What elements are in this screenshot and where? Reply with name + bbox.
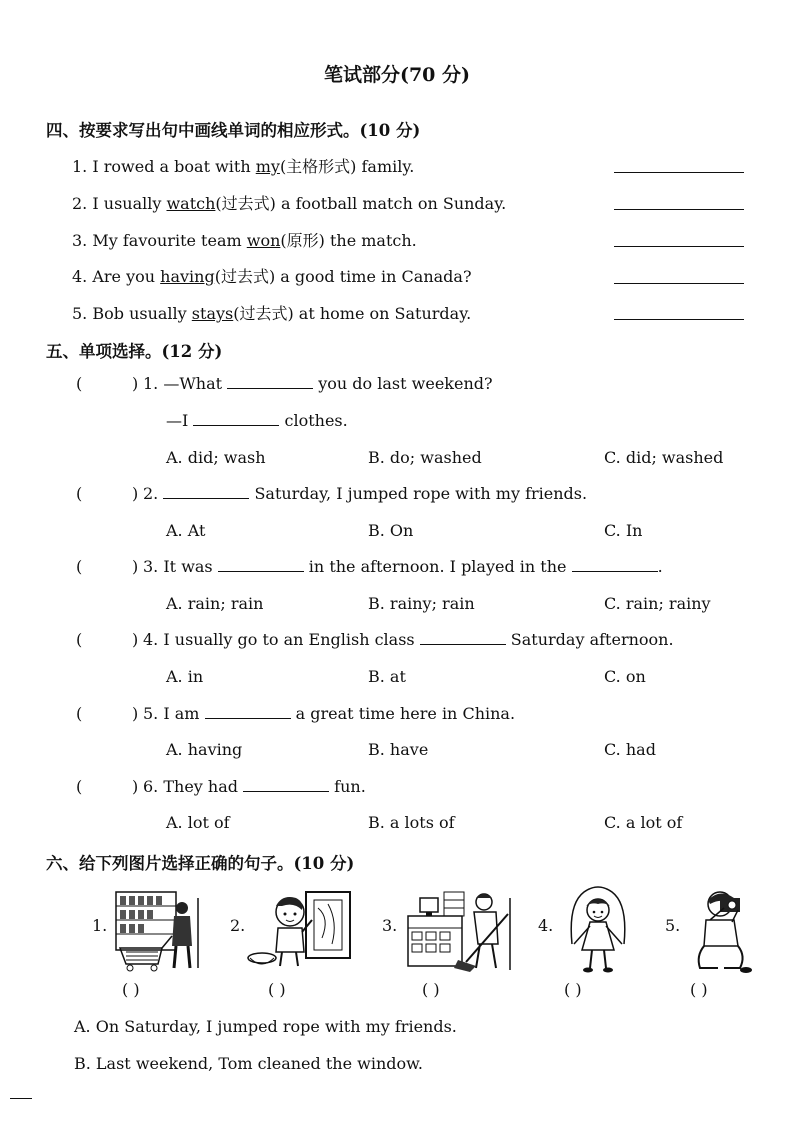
s4-item-5-post: (过去式) at home on Saturday. bbox=[233, 304, 472, 323]
q2-option-a[interactable]: A. At bbox=[166, 521, 206, 540]
s4-item-1 bbox=[72, 154, 414, 177]
s4-item-5 bbox=[72, 301, 471, 324]
q6-answer-paren-close[interactable]: ) bbox=[132, 777, 139, 796]
q4-stem-post: Saturday afternoon. bbox=[505, 630, 674, 649]
s4-item-2-word: watch bbox=[166, 194, 216, 213]
q3-stem-mid: in the afternoon. I played in the bbox=[303, 557, 572, 576]
s4-item-1-pre: 1. I rowed a boat with bbox=[72, 157, 256, 176]
pic-label-2: 2. bbox=[230, 916, 246, 935]
q6-option-b[interactable]: B. a lots of bbox=[368, 813, 455, 832]
s4-item-1-word: my bbox=[255, 157, 280, 176]
q1-stem bbox=[143, 374, 493, 393]
q5-option-c[interactable]: C. had bbox=[604, 740, 656, 759]
pic-label-3: 3. bbox=[382, 916, 398, 935]
q5-blank[interactable] bbox=[205, 704, 291, 719]
page-edge-mark bbox=[10, 1098, 32, 1099]
q5-option-b[interactable]: B. have bbox=[368, 740, 429, 759]
q1-blank-1[interactable] bbox=[227, 374, 313, 389]
s4-item-2 bbox=[72, 191, 506, 214]
q6-stem-pre: 6. They had bbox=[143, 777, 244, 796]
q5-stem bbox=[143, 704, 515, 723]
s4-item-3 bbox=[72, 228, 417, 251]
s4-item-1-post: (主格形式) family. bbox=[279, 157, 415, 176]
q1-option-a[interactable]: A. did; wash bbox=[166, 448, 266, 467]
pic-2-answer[interactable]: ( ) bbox=[268, 980, 286, 999]
s4-item-5-pre: 5. Bob usually bbox=[72, 304, 192, 323]
pic-3-answer[interactable]: ( ) bbox=[422, 980, 440, 999]
q1-answer-paren-open[interactable]: ( bbox=[76, 374, 83, 393]
pic-1-answer[interactable]: ( ) bbox=[122, 980, 140, 999]
pic-4-answer[interactable]: ( ) bbox=[564, 980, 582, 999]
section-6-heading: 六、给下列图片选择正确的句子。(10 分) bbox=[46, 854, 355, 873]
q4-option-b[interactable]: B. at bbox=[368, 667, 406, 686]
q6-blank[interactable] bbox=[243, 777, 329, 792]
section-4-heading: 四、按要求写出句中画线单词的相应形式。(10 分) bbox=[46, 121, 421, 140]
q3-option-c[interactable]: C. rain; rainy bbox=[604, 594, 711, 613]
pic-label-5: 5. bbox=[665, 916, 681, 935]
q4-option-c[interactable]: C. on bbox=[604, 667, 646, 686]
s4-item-5-word: stays bbox=[191, 304, 234, 323]
q4-blank[interactable] bbox=[420, 630, 506, 645]
s4-item-3-pre: 3. My favourite team bbox=[72, 231, 247, 250]
q3-answer-paren-close[interactable]: ) bbox=[132, 557, 139, 576]
s4-answer-line-2[interactable] bbox=[614, 209, 744, 210]
q2-answer-paren-open[interactable]: ( bbox=[76, 484, 83, 503]
cleaning-room-illustration bbox=[404, 888, 518, 974]
s4-item-4-post: (过去式) a good time in Canada? bbox=[214, 267, 472, 286]
q2-stem-post: Saturday, I jumped rope with my friends. bbox=[249, 484, 588, 503]
q2-option-b[interactable]: B. On bbox=[368, 521, 414, 540]
q2-stem bbox=[143, 484, 587, 503]
s4-answer-line-1[interactable] bbox=[614, 172, 744, 173]
pic-5-answer[interactable]: ( ) bbox=[690, 980, 708, 999]
photographer-illustration bbox=[690, 886, 754, 976]
q3-blank-2[interactable] bbox=[572, 557, 658, 572]
q3-blank-1[interactable] bbox=[218, 557, 304, 572]
q2-option-c[interactable]: C. In bbox=[604, 521, 643, 540]
s4-item-3-word: won bbox=[246, 231, 281, 250]
page-title: 笔试部分(70 分) bbox=[323, 64, 471, 86]
q4-answer-paren-open[interactable]: ( bbox=[76, 630, 83, 649]
q6-stem bbox=[143, 777, 366, 796]
q5-stem-post: a great time here in China. bbox=[290, 704, 516, 723]
q1-option-c[interactable]: C. did; washed bbox=[604, 448, 724, 467]
q4-option-a[interactable]: A. in bbox=[166, 667, 204, 686]
pic-label-1: 1. bbox=[92, 916, 108, 935]
s4-item-2-post: (过去式) a football match on Sunday. bbox=[215, 194, 507, 213]
q1-answer-paren-close[interactable]: ) bbox=[132, 374, 139, 393]
q2-blank[interactable] bbox=[163, 484, 249, 499]
q4-stem-pre: 4. I usually go to an English class bbox=[143, 630, 420, 649]
q3-answer-paren-open[interactable]: ( bbox=[76, 557, 83, 576]
q5-answer-paren-close[interactable]: ) bbox=[132, 704, 139, 723]
q6-option-a[interactable]: A. lot of bbox=[166, 813, 230, 832]
q2-stem-pre: 2. bbox=[143, 484, 164, 503]
q6-option-c[interactable]: C. a lot of bbox=[604, 813, 683, 832]
q5-option-a[interactable]: A. having bbox=[166, 740, 243, 759]
q3-option-a[interactable]: A. rain; rain bbox=[166, 594, 264, 613]
q6-answer-paren-open[interactable]: ( bbox=[76, 777, 83, 796]
q1-line2-post: clothes. bbox=[279, 411, 348, 430]
s4-answer-line-3[interactable] bbox=[614, 246, 744, 247]
q3-stem bbox=[143, 557, 663, 576]
jump-rope-illustration bbox=[564, 884, 632, 976]
q1-blank-2[interactable] bbox=[193, 411, 279, 426]
s4-item-4-word: having bbox=[160, 267, 215, 286]
pic-label-4: 4. bbox=[538, 916, 554, 935]
s4-item-2-pre: 2. I usually bbox=[72, 194, 167, 213]
q1-stem-mid: you do last weekend? bbox=[313, 374, 493, 393]
q2-answer-paren-close[interactable]: ) bbox=[132, 484, 139, 503]
s4-answer-line-5[interactable] bbox=[614, 319, 744, 320]
sentence-a: A. On Saturday, I jumped rope with my friends. bbox=[74, 1017, 457, 1036]
q4-stem bbox=[143, 630, 674, 649]
q5-stem-pre: 5. I am bbox=[143, 704, 205, 723]
section-5-heading: 五、单项选择。(12 分) bbox=[46, 342, 223, 361]
q1-line2-pre: —I bbox=[166, 411, 194, 430]
cleaning-window-illustration bbox=[246, 888, 356, 972]
q4-answer-paren-close[interactable]: ) bbox=[132, 630, 139, 649]
q1-option-b[interactable]: B. do; washed bbox=[368, 448, 482, 467]
s4-item-3-post: (原形) the match. bbox=[280, 231, 417, 250]
s4-item-4-pre: 4. Are you bbox=[72, 267, 161, 286]
q1-stem-line2 bbox=[166, 411, 348, 430]
q3-stem-post: . bbox=[657, 557, 663, 576]
sentence-b: B. Last weekend, Tom cleaned the window. bbox=[74, 1054, 424, 1073]
q3-option-b[interactable]: B. rainy; rain bbox=[368, 594, 475, 613]
q5-answer-paren-open[interactable]: ( bbox=[76, 704, 83, 723]
s4-answer-line-4[interactable] bbox=[614, 283, 744, 284]
shopping-illustration bbox=[112, 888, 208, 972]
q3-stem-pre: 3. It was bbox=[143, 557, 218, 576]
q6-stem-post: fun. bbox=[329, 777, 366, 796]
s4-item-4 bbox=[72, 264, 472, 287]
q1-stem-pre: 1. —What bbox=[143, 374, 228, 393]
